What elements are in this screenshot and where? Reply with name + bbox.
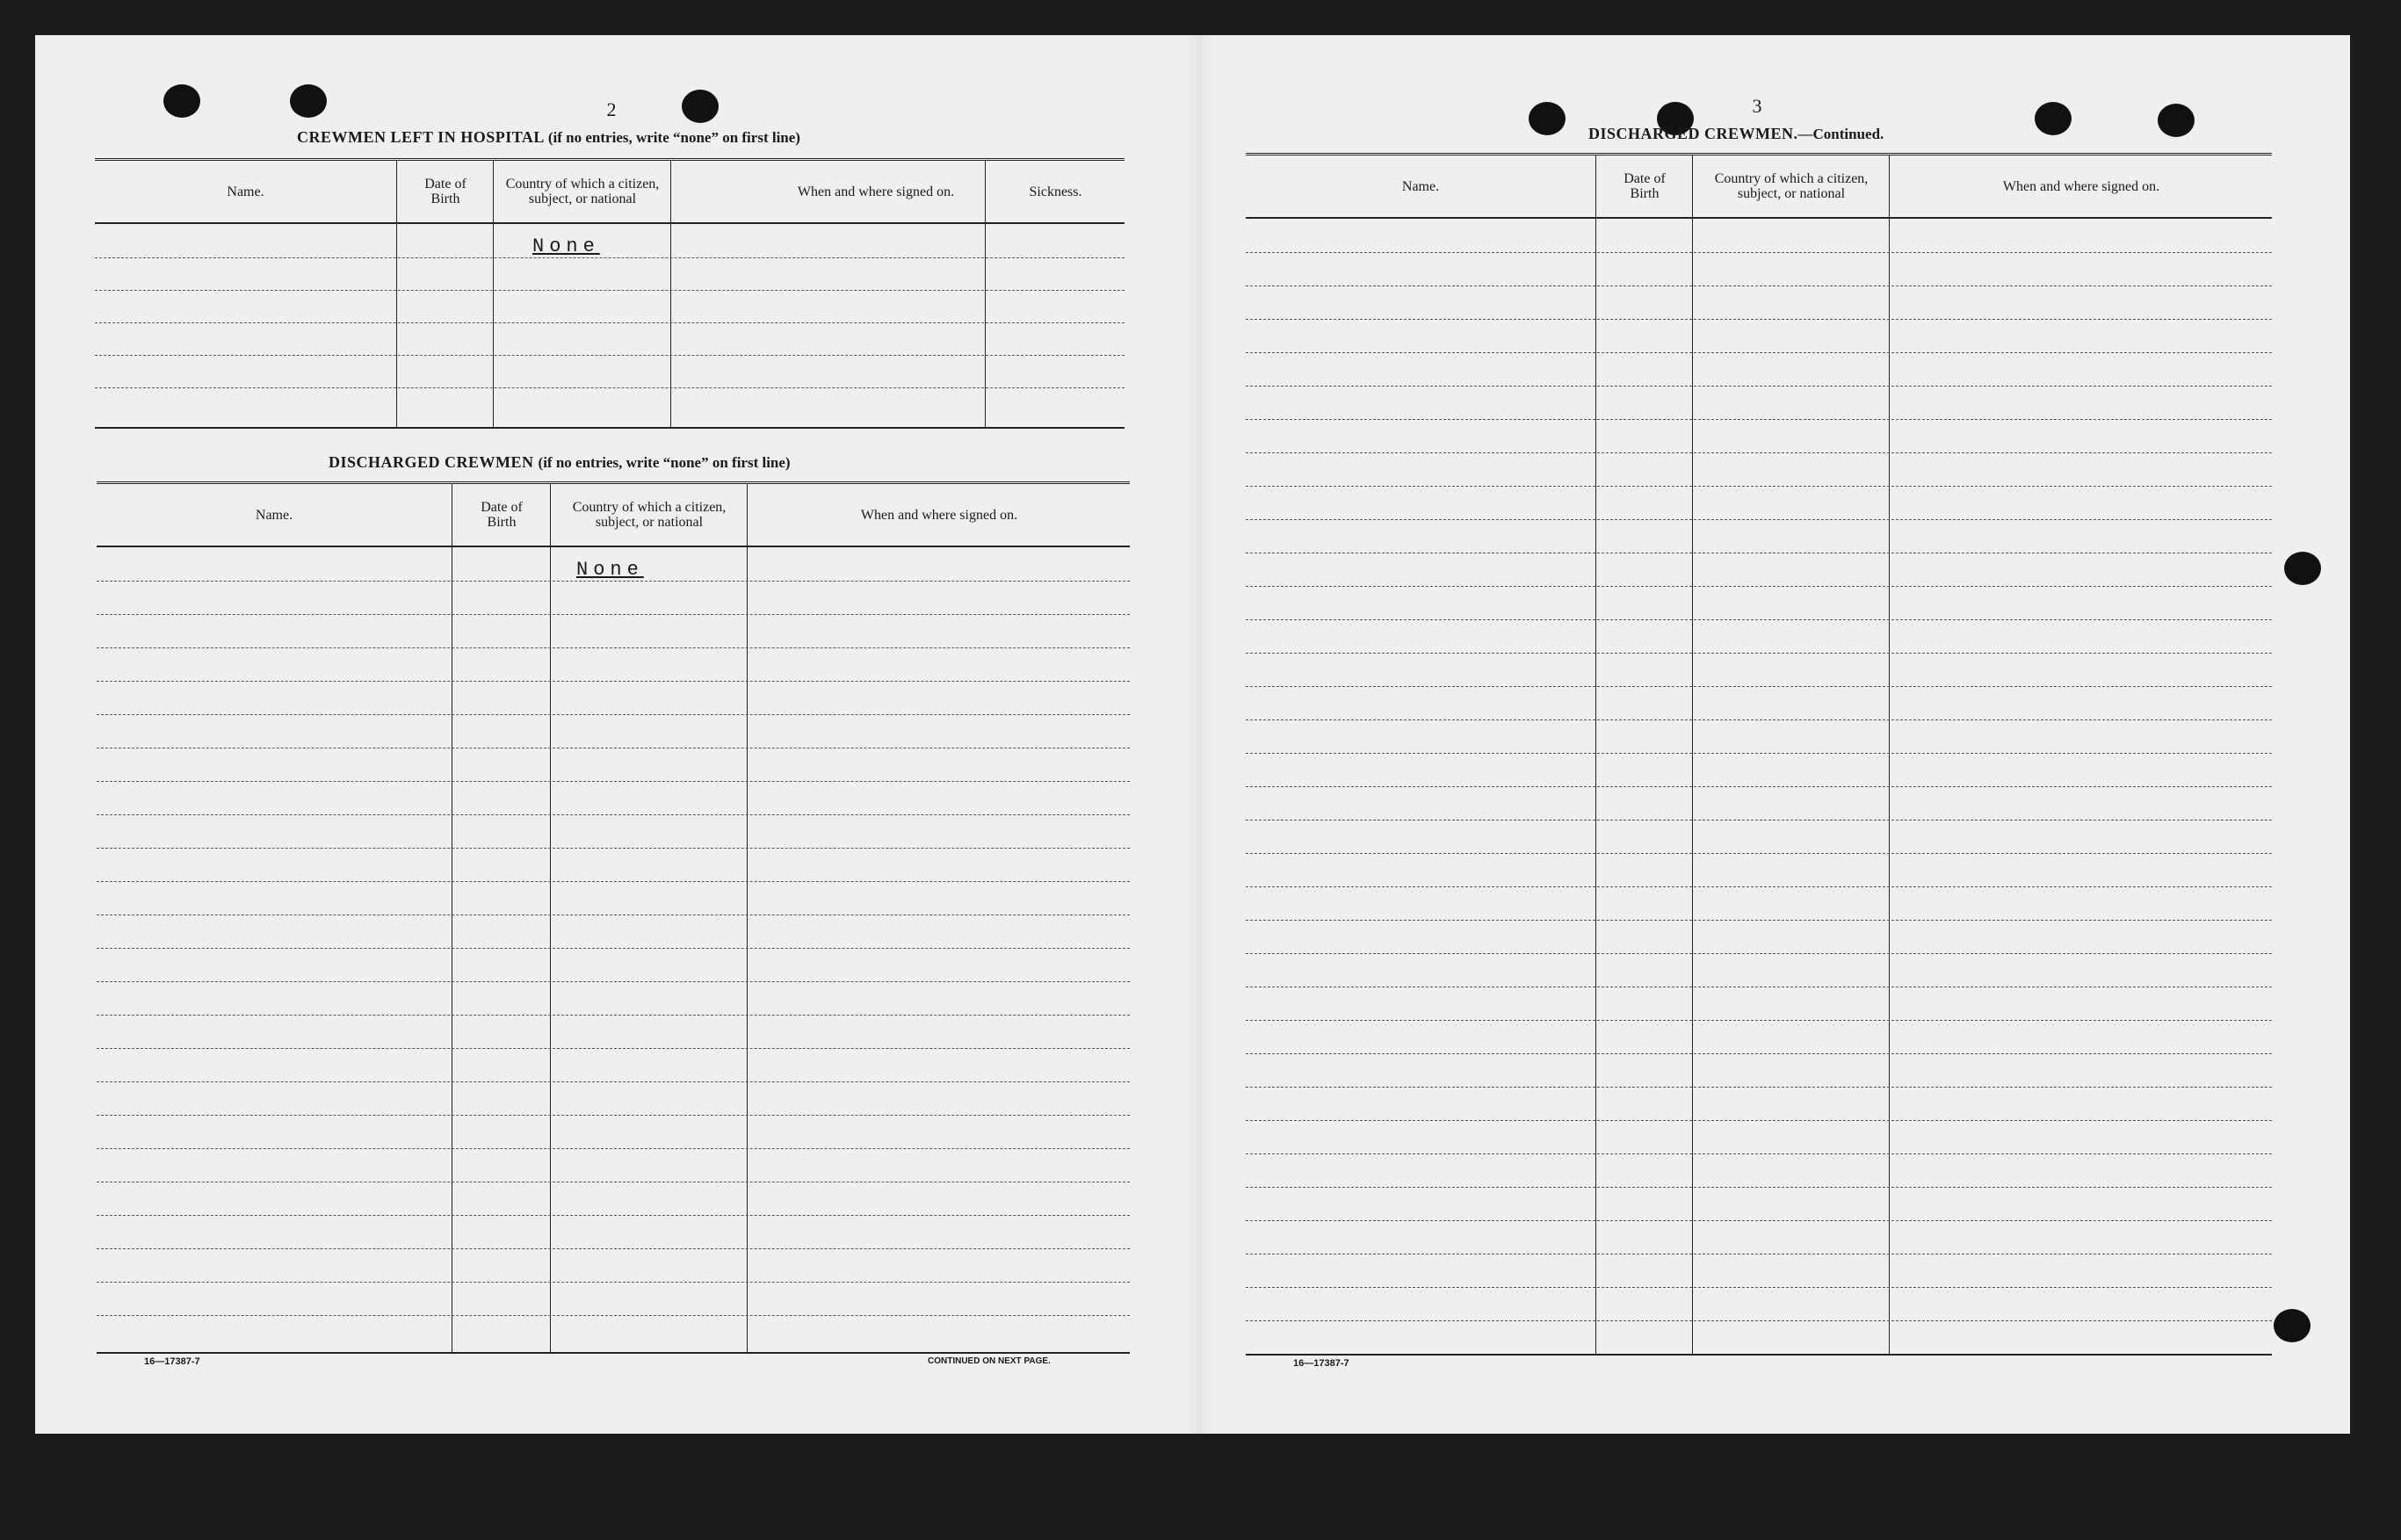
entry-line — [95, 322, 1125, 323]
entry-line — [95, 290, 1125, 291]
form-number-right: 16—17387-7 — [1293, 1358, 1349, 1369]
entry-line — [1246, 419, 2272, 420]
discharged-continued-title — [1588, 125, 1884, 143]
entry-line — [1246, 352, 2272, 353]
entry-line — [1246, 786, 2272, 787]
page-number-left: 2 — [606, 98, 617, 120]
table-bottom-rule — [1246, 1354, 2272, 1356]
entry-line — [97, 1215, 1130, 1216]
hospital-table — [95, 158, 1125, 429]
header-signed-on: When and where signed on. — [2002, 178, 2160, 194]
entry-line — [1246, 853, 2272, 854]
column-divider — [670, 161, 671, 429]
entry-line — [97, 647, 1130, 648]
entry-line — [1246, 252, 2272, 253]
entry-line — [97, 1048, 1130, 1049]
page-fold — [1186, 35, 1212, 1434]
discharged-table-right — [1246, 153, 2272, 1356]
discharged-instruction: (if no entries, write “none” on first line) — [538, 454, 791, 471]
discharged-section-title — [329, 453, 791, 472]
hospital-instruction: (if no entries, write “none” on first line) — [547, 129, 800, 146]
punch-hole — [1529, 102, 1566, 135]
entry-line — [95, 355, 1125, 356]
header-sickness: Sickness. — [1029, 184, 1082, 199]
entry-line — [97, 948, 1130, 949]
entry-line — [97, 581, 1130, 582]
punch-hole — [163, 84, 200, 118]
entry-line — [95, 257, 1125, 258]
entry-line — [1246, 1287, 2272, 1288]
entry-line — [1246, 1020, 2272, 1021]
entry-line — [1246, 753, 2272, 754]
hospital-title-text: CREWMEN LEFT IN HOSPITAL — [297, 128, 544, 146]
header-country: Country of which a citizen, subject, or national — [505, 177, 660, 206]
header-name: Name. — [1401, 178, 1440, 194]
punch-hole — [2284, 552, 2321, 585]
entry-line — [95, 387, 1125, 388]
punch-hole — [682, 90, 719, 123]
entry-line — [1246, 653, 2272, 654]
table-bottom-rule — [95, 427, 1125, 429]
entry-line — [1246, 719, 2272, 720]
entry-line — [97, 1248, 1130, 1249]
entry-line — [97, 1115, 1130, 1116]
punch-hole — [290, 84, 327, 118]
column-divider — [985, 161, 986, 429]
entry-line — [1246, 1153, 2272, 1154]
continued-suffix: —Continued. — [1797, 126, 1884, 142]
header-date-of-birth: Date of Birth — [481, 500, 523, 530]
entry-line — [1246, 486, 2272, 487]
entry-line — [1246, 586, 2272, 587]
continued-note: CONTINUED ON NEXT PAGE. — [928, 1356, 1051, 1366]
entry-line — [1246, 386, 2272, 387]
table-bottom-rule — [97, 1352, 1130, 1354]
entry-line — [1246, 1187, 2272, 1188]
header-name: Name. — [255, 507, 293, 523]
entry-line — [1246, 452, 2272, 453]
header-name: Name. — [227, 184, 264, 199]
entry-line — [1246, 1320, 2272, 1321]
entry-line — [97, 881, 1130, 882]
entry-line — [1246, 519, 2272, 520]
entry-line — [1246, 619, 2272, 620]
entry-line — [97, 1315, 1130, 1316]
page-number-right: 3 — [1752, 95, 1762, 117]
column-divider — [1889, 155, 1890, 1356]
entry-line — [1246, 319, 2272, 320]
column-divider — [396, 161, 397, 429]
entry-line — [1246, 1220, 2272, 1221]
punch-hole — [2158, 104, 2195, 137]
column-divider — [493, 161, 494, 429]
entry-line — [1246, 686, 2272, 687]
discharged-table-left — [97, 481, 1130, 1354]
entry-line — [1246, 1053, 2272, 1054]
entry-line — [97, 1015, 1130, 1016]
header-country: Country of which a citizen, subject, or national — [572, 500, 727, 530]
entry-line — [1246, 1087, 2272, 1088]
header-signed-on: When and where signed on. — [860, 507, 1018, 523]
entry-line — [97, 1081, 1130, 1082]
entry-line — [97, 981, 1130, 982]
discharged-continued-title-text: DISCHARGED CREWMEN. — [1588, 125, 1798, 142]
entry-line — [97, 714, 1130, 715]
entry-line — [97, 681, 1130, 682]
header-date-of-birth: Date of Birth — [424, 177, 466, 206]
entry-line — [97, 781, 1130, 782]
entry-line — [1246, 920, 2272, 921]
column-divider — [1692, 155, 1693, 1356]
entry-line — [1246, 886, 2272, 887]
punch-hole — [2274, 1309, 2311, 1342]
header-country: Country of which a citizen, subject, or national — [1714, 171, 1869, 201]
hospital-none-entry: None — [532, 235, 600, 257]
entry-line — [1246, 953, 2272, 954]
header-date-of-birth: Date of Birth — [1624, 171, 1666, 201]
entry-line — [97, 848, 1130, 849]
header-signed-on: When and where signed on. — [797, 184, 955, 199]
entry-line — [1246, 1120, 2272, 1121]
discharged-title-text: DISCHARGED CREWMEN — [329, 453, 534, 471]
punch-hole — [2035, 102, 2072, 135]
form-number-left: 16—17387-7 — [144, 1356, 200, 1367]
hospital-section-title — [297, 128, 800, 147]
discharged-none-entry: None — [576, 559, 644, 581]
entry-line — [97, 614, 1130, 615]
entry-line — [97, 1282, 1130, 1283]
column-divider — [1595, 155, 1596, 1356]
entry-line — [97, 814, 1130, 815]
entry-line — [97, 1148, 1130, 1149]
entry-line — [1246, 820, 2272, 821]
